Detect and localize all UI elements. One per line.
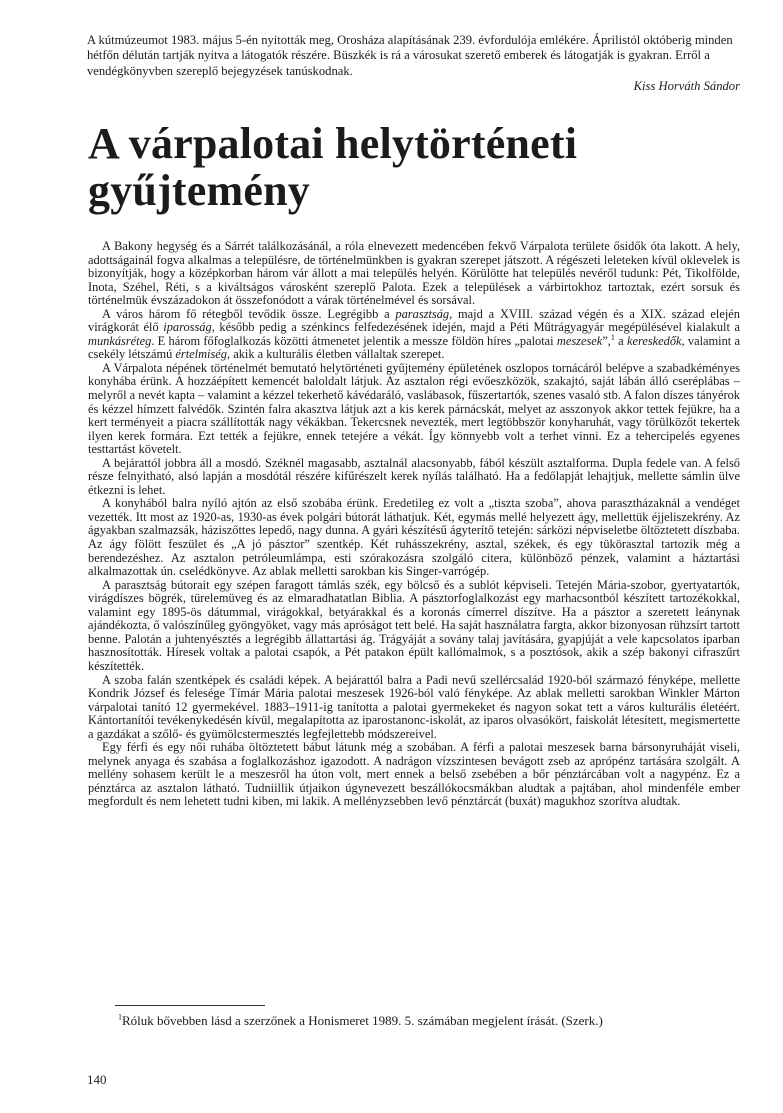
text-run: a: [614, 333, 627, 348]
article-body: [88, 240, 740, 809]
text-run: ”,: [602, 333, 611, 348]
text-run: , később pedig a szénkincs felfedezésének idején, majd a Péti Műtrágyagyár megépülésével kialakult a: [211, 320, 740, 335]
article-title: A várpalotai helytörténeti gyűjtemény: [88, 119, 578, 215]
paragraph: [88, 308, 740, 362]
emphasis: kereskedők: [626, 333, 682, 348]
text-run: , valamint a csekély létszámú: [88, 333, 741, 362]
text-run: A város három fő rétegből tevődik össze. Legrégibb a: [102, 306, 396, 321]
footnote-divider: [115, 1005, 265, 1006]
intro-text: A kútmúzeumot 1983. május 5-én nyitották meg, Orosháza alapításának 239. évfordulója emlékére. Áprilistól októberig minden hétfőn délután tartják nyitva a látogatók részére. Büszkék is rá a városukat szerető emberek és látogatják is gyakran. Erről a vendégkönyvben szereplő bejegyzések tanúskodnak.: [87, 33, 733, 78]
emphasis: értelmiség: [175, 347, 228, 362]
page-number: 140: [87, 1072, 107, 1087]
emphasis: parasztság: [395, 306, 450, 321]
footnote-mark: 1: [118, 1012, 122, 1022]
emphasis: munkásréteg: [88, 333, 152, 348]
intro-paragraph: [87, 33, 743, 79]
paragraph: A parasztság bútorait egy szépen faragott támlás szék, egy bölcső és a sublót képviseli. Tetején Mária-szobor, gyertyatartók, virágdíszes bögrék, türelemüveg és az elmaradhatatlan Biblia. A pásztorfoglalkozást egy marhacsontból készített tartozékokkal, valamint egy 1895-ös dátummal, virágokkal, betyárakkal és a koronás címerrel díszítve. Ha a pásztor a szeretett leánynak ajándékozta, ő valószínűleg gyöngyöket, vagy más apróságot tett belé. Ha saját használatra fargta, akkor bizonyosan rühzsírt tartott benne. Palotán a juhtenyésztés a legrégibb állattartási ág. Trágyáját a sovány talaj javítására, gyapjúját a vele kapcsolatos iparban hasznosították. Híresek voltak a palotai csapók, a Pét patakon épült kallómalmok, s a posztósok, akik a szép bakonyi cifraszűrt készítették.: [88, 577, 740, 673]
paragraph: A szoba falán szentképek és családi képek. A bejárattól balra a Padi nevű szellércsalád 1920-ból származó fényképe, mellette Kondrik József és felesége Tímár Mária palotai meszesek 1926-ból való fényképe. Az ablak melletti sarokban Winkler Márton várpalotai tanító 12 gyermekével. 1883–1911-ig tanította a palotai gyermekeket és nagyon sokat tett a város kulturális életéért. Kántortanítói tevékenykedésén kívül, megalapította az iparostanonc-iskolát, az iparos olvasókört, faiskolát létesített, megismertette a gazdákat a szőlő- és gyümölcstermesztés legfejlettebb módszereivel.: [88, 672, 740, 741]
paragraph: A bejárattól jobbra áll a mosdó. Széknél magasabb, asztalnál alacsonyabb, fából készült asztalforma. Dupla fedele van. A felső része felnyitható, alsó lapján a mosdótál részére kifűrészelt kerek nyílás található. Ha a fedőlapját lehajtjuk, mellette sámlin ülve étkezni is lehet.: [88, 455, 740, 497]
footnote-reference[interactable]: 1: [610, 332, 615, 342]
text-run: , majd a XVIII. század végén és a XIX. század elején virágkorát élő: [88, 306, 741, 335]
emphasis: meszesek: [556, 333, 603, 348]
paragraph: A Bakony hegység és a Sárrét találkozásánál, a róla elnevezett medencében fekvő Várpalota területe ősidők óta lakott. A hely, adottságainál fogva alkalmas a településre, de történelmünkben is gyakran szerepet játszott. A régészeti leleteken kívül oklevelek is bizonyítják, hogy a középkorban három vár állott a mai település helyén. Körülötte hat település nevéről tudunk: Pét, Tikolföldе, Inota, Széhel, Réti, s a kiváltságos városként szereplő Palota. Ezek a települések a várbirtokhoz tartoztak, ezért sorsuk és történelmük évszázadokon át összefonódott a várak történelmével és sorsával.: [88, 239, 740, 308]
paragraph: A konyhából balra nyíló ajtón az első szobába érünk. Eredetileg ez volt a „tiszta szoba”, ahova parasztházaknál a vendéget vezették. Itt most az 1920-as, 1930-as évek polgári bútorát láthatjuk. Két, egymás mellé helyezett ágy, mellettük éjjeliszekrény. Az ágyakban szalmazsák, háziszőttes lepedő, nagy dunna. A gyári készítésű ágyterítő tetején: sárközi népviseletbe öltöztetett díszbaba. Az ágy fölött feszület és „A jó pásztor” szentkép. Két ruhásszekrény, asztal, székek, és egy tükörasztal tartozik még a berendezéshez. Az asztalon petróleumlámpa, esti szórakozásra szolgáló citera, különböző pénzek, valamint a háztartási alkalmazottak ún. cselédkönyve. Az ablak melletti sarokban kis Singer-varrógép.: [88, 496, 740, 579]
paragraph: Egy férfi és egy női ruhába öltöztetett bábut látunk még a szobában. A férfi a palotai meszesek barna bársonyruháját viseli, melynek anyaga és szabása a foglalkozáshoz igazodott. A nadrágon vízszintesen bevágott zseb az aprópénz tartására szolgált. A mellény sohasem került le a meszesről ha úton volt, mert ennek a belső zsebében a bőr pénztárcában volt a nagypénz. Ez a pénztárca az asztalon látható. Tudniillik útjaikon úgynevezett beszállókocsmákban aludtak a pajtában, ahol mindenféle ember megfordult és nem lehetett tudni kiben, mi lakik. A mellényzsebben levő pénztárcát (buxát) magukhoz szorítva aludtak.: [88, 740, 740, 809]
intro-author: Kiss Horváth Sándor: [633, 79, 740, 93]
emphasis: iparosság: [163, 320, 212, 335]
footnote: [118, 1013, 748, 1029]
text-run: , akik a kulturális életben vállaltak szerepet.: [227, 347, 445, 362]
text-run: . E három főfoglalkozás közötti átmenetet jelentik a messze földön híres „palotai: [151, 333, 557, 348]
footnote-text: Róluk bővebben lásd a szerzőnek a Honismeret 1989. 5. számában megjelent írását. (Szerk.): [122, 1013, 603, 1028]
paragraph: A Várpalota népének történelmét bemutató helytörténeti gyűjtemény épületének oszlopos tornácáról belépve a szabadkéményes konyhába érünk. A hozzáépített kemencét baloldalt látjuk. Az asztalon régi evőeszközök, szakajtó, saját lábán álló cseréplábas – melyről a nevét kapta – valamint a kézzel tekerhető kávédaráló, vaslábasok, fűszertartók, szenes vasaló stb. A falon díszes tányérok és kézzel hímzett falvédők. Szintén falra akasztva látjuk azt a kis kerek párnácskát, melyet az asszonyok akkor tettek fejükre, ha a kert terményeit a piacra szállították nagy vékákban. Tekercsnek nevezték, mert legtöbbször konyharuhát, vagy törülközőt tekertek ilyen kerek formára. Ezt tették a fejükre, ennek tetejére a vékát. Így könnyebb volt a terhet vinni. Ez a tehercipelés egyenes testtartást követelt.: [88, 360, 740, 457]
